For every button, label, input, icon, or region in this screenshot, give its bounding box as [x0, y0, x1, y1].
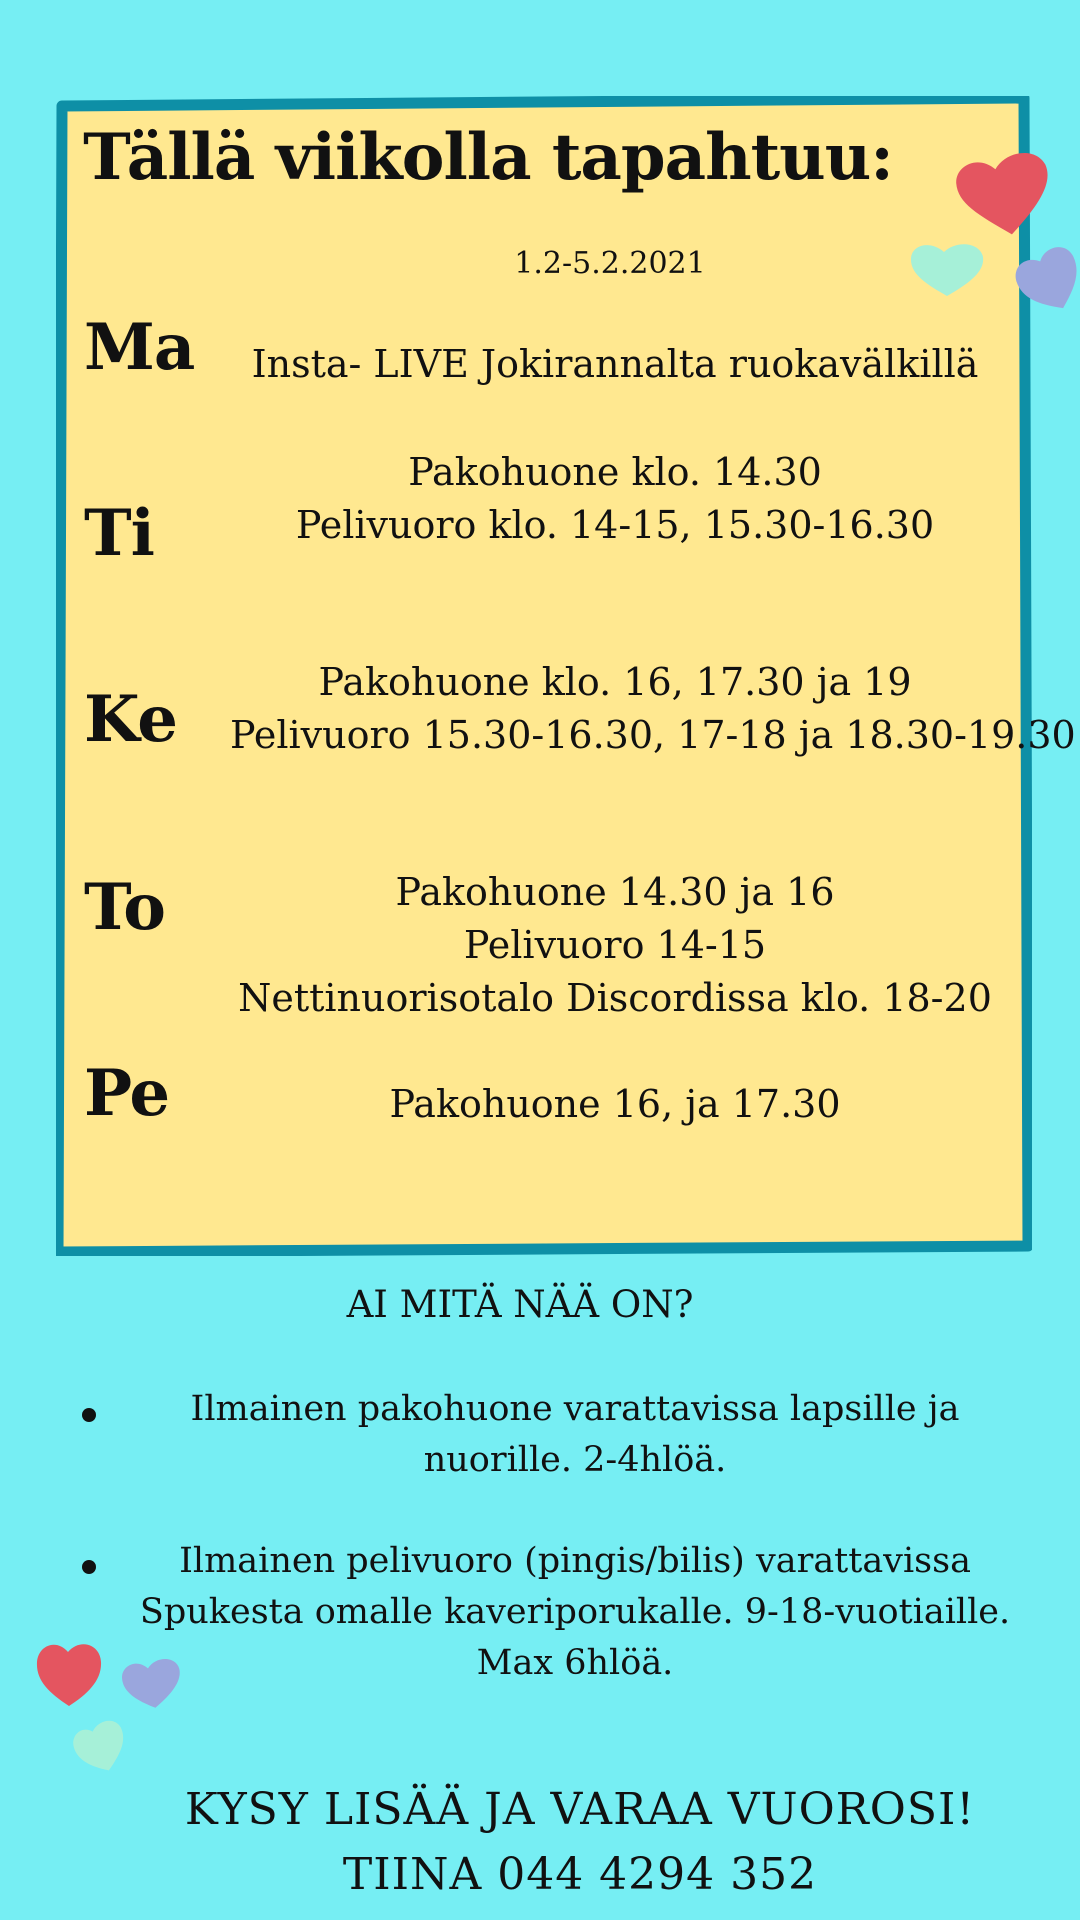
day-label-ma: Ma: [84, 310, 195, 385]
date-range: 1.2-5.2.2021: [514, 246, 706, 281]
event-line: Pakohuone 14.30 ja 16: [395, 870, 835, 914]
event-line: Nettinuorisotalo Discordissa klo. 18-20: [238, 976, 992, 1020]
day-events-pe: [230, 1078, 1000, 1131]
day-events-ke: [230, 656, 1076, 762]
heart-mint-icon: [72, 1718, 128, 1774]
heart-purple-icon: [120, 1656, 184, 1710]
day-events-ma: [230, 338, 1000, 391]
event-line: Pelivuoro 15.30-16.30, 17-18 ja 18.30-19.30: [230, 713, 1076, 757]
bullet-line: Ilmainen pelivuoro (pingis/bilis) varattavissa: [179, 1541, 971, 1581]
day-label-ke: Ke: [84, 682, 177, 757]
event-line: Pelivuoro 14-15: [463, 923, 767, 967]
footer-contact: TIINA 044 4294 352: [342, 1849, 818, 1900]
heart-red-icon: [955, 150, 1055, 240]
info-heading: AI MITÄ NÄÄ ON?: [346, 1283, 694, 1326]
bullet-text: [110, 1384, 1040, 1486]
event-line: Pelivuoro klo. 14-15, 15.30-16.30: [295, 503, 935, 547]
bullet-line: Ilmainen pakohuone varattavissa lapsille ja: [190, 1389, 960, 1429]
bullet-text: [110, 1536, 1040, 1689]
day-label-pe: Pe: [84, 1056, 170, 1131]
bullet-line: nuorille. 2-4hlöä.: [423, 1440, 727, 1480]
footer-cta: KYSY LISÄÄ JA VARAA VUOROSI!: [184, 1784, 976, 1835]
event-line: Pakohuone klo. 14.30: [408, 450, 822, 494]
bullet-dot: [82, 1408, 96, 1422]
heart-mint-icon: [908, 240, 986, 298]
bullet-dot: [82, 1560, 96, 1574]
day-label-to: To: [84, 870, 165, 945]
day-label-ti: Ti: [84, 496, 154, 571]
heart-purple-icon: [1015, 245, 1080, 315]
bullet-line: Max 6hlöä.: [476, 1643, 674, 1683]
day-events-to: [230, 866, 1000, 1025]
bullet-line: Spukesta omalle kaveriporukalle. 9-18-vuotiaille.: [139, 1592, 1011, 1632]
event-line: Pakohuone klo. 16, 17.30 ja 19: [318, 660, 912, 704]
page-title: Tällä viikolla tapahtuu:: [83, 120, 893, 195]
event-line: Pakohuone 16, ja 17.30: [389, 1082, 841, 1126]
heart-red-icon: [34, 1636, 104, 1710]
day-events-ti: [230, 446, 1000, 552]
event-line: Insta- LIVE Jokirannalta ruokavälkillä: [251, 342, 979, 386]
